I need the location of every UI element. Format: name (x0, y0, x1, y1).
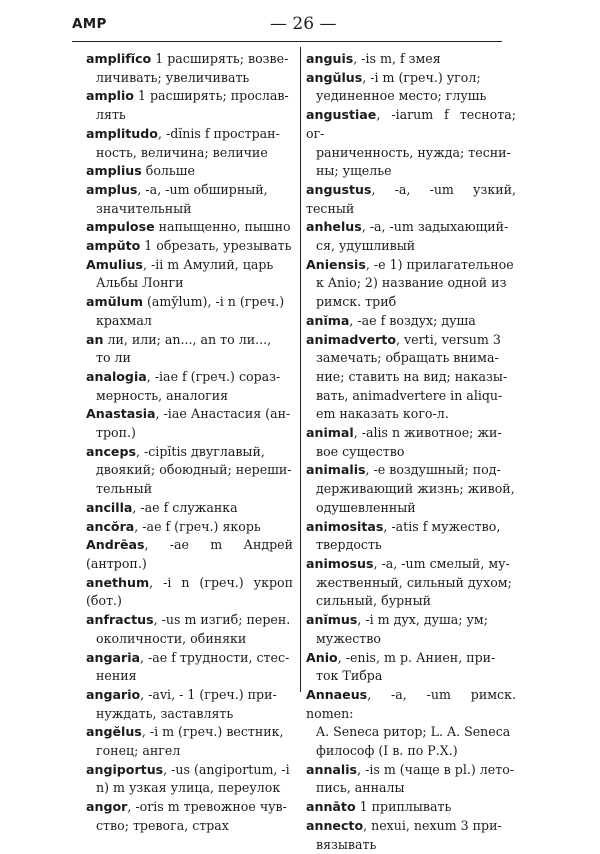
headword: Aniensis (306, 256, 366, 272)
dictionary-entry (306, 461, 516, 517)
dictionary-entry (86, 611, 293, 648)
entry-definition: 1 расширять; прослав- (133, 88, 289, 104)
dictionary-entry (86, 798, 293, 835)
dictionary-entry (306, 817, 516, 854)
entry-continuation-line: n) m узкая улица, переулок (96, 780, 281, 796)
dictionary-entry (86, 536, 298, 573)
dictionary-entry (86, 499, 293, 518)
entry-definition: , -i n (греч.) укроп (бот.) (86, 574, 298, 609)
dictionary-entry (86, 87, 293, 124)
entry-definition: , -a, -um задыхающий- (361, 219, 509, 235)
entry-continuation-line: тельный (96, 481, 153, 497)
entry-continuation-line: ние; ставить на вид; наказы- (316, 368, 508, 384)
entry-continuation-line: околичности, обиняки (96, 630, 247, 646)
headword: anhelus (306, 219, 362, 235)
dictionary-entry (86, 518, 293, 537)
entry-definition: , -ae f служанка (132, 499, 238, 515)
dictionary-entry (306, 69, 516, 106)
entry-definition: , -is m (чаще в pl.) лето- (357, 761, 515, 777)
entry-continuation-line: значительный (96, 200, 192, 216)
dictionary-entry (306, 518, 516, 555)
dictionary-entry (306, 611, 516, 648)
headword: angŭlus (306, 69, 363, 85)
dictionary-entry (306, 686, 521, 761)
entry-definition: , -e воздушный; под- (365, 462, 501, 478)
entry-continuation-line: гонец; ангел (96, 743, 181, 759)
entry-definition: , -cipĭtis двуглавый, (135, 443, 265, 459)
dictionary-entry (306, 312, 516, 331)
entry-definition: , -enis, m р. Аниен, при- (337, 649, 496, 665)
entry-definition: (amy̆lum), -i n (греч.) (143, 294, 285, 310)
headword: Anio (306, 649, 338, 665)
headword: analogia (86, 368, 147, 384)
headword: amŭlum (86, 294, 143, 310)
entry-continuation-line: ны; ущелье (316, 163, 392, 179)
entry-definition: , -ae f (греч.) якорь (134, 518, 261, 534)
dictionary-entry (86, 405, 293, 442)
headword: animositas (306, 518, 384, 534)
headword: anĭma (306, 312, 350, 328)
headword: Anastasia (86, 406, 156, 422)
entry-continuation-line: ность, величина; величие (96, 144, 268, 160)
dictionary-entry (86, 723, 293, 760)
headword: amplius (86, 163, 142, 179)
dictionary-entry (86, 443, 293, 499)
dictionary-entry (86, 218, 293, 237)
headword: Amulius (86, 256, 143, 272)
dictionary-entry (306, 761, 516, 798)
entry-definition: , -ae f трудности, стес- (140, 649, 290, 665)
headword: anĭmus (306, 612, 358, 628)
entry-definition: 1 обрезать, урезывать (140, 238, 292, 254)
headword: ampulose (86, 219, 155, 235)
left-column (86, 50, 298, 836)
entry-continuation-line: троп.) (96, 425, 136, 441)
entry-definition: , -ae m Андрей (антроп.) (86, 537, 298, 571)
dictionary-entry (306, 256, 516, 312)
entry-continuation-line: вязывать (316, 836, 377, 852)
entry-definition: , -us (angiportum, -i (163, 761, 290, 777)
entry-continuation-line: ток Тибра (316, 668, 383, 684)
headword: Andrēas (86, 537, 145, 553)
entry-definition: , -avi, - 1 (греч.) при- (140, 686, 277, 702)
headword: animalis (306, 462, 366, 478)
headword: ancilla (86, 499, 133, 515)
entry-continuation-line: ство; тревога, страх (96, 817, 229, 833)
dictionary-entry (86, 50, 293, 87)
entry-definition: , -ae f воздух; душа (349, 312, 476, 328)
entry-continuation-line: нения (96, 668, 137, 684)
entry-definition: , -alis n животное; жи- (353, 425, 502, 441)
dictionary-entry (86, 574, 298, 611)
dictionary-entry (306, 106, 521, 181)
entry-continuation-line: личивать; увеличивать (96, 69, 250, 85)
entry-definition: , -a, -um узкий, тесный (306, 181, 521, 216)
page-number: — 26 — (270, 14, 337, 34)
entry-continuation-line: одушевленный (316, 499, 416, 515)
entry-continuation-line: Альбы Лонги (96, 275, 184, 291)
headword: annalis (306, 761, 358, 777)
headword: animadverto (306, 331, 397, 347)
headword: an (86, 331, 104, 347)
entry-definition: 1 приплывать (355, 799, 452, 815)
entry-definition: , -a, -um римск. nomen: (306, 686, 521, 721)
headword: angor (86, 799, 128, 815)
headword: annecto (306, 817, 364, 833)
headword: angustus (306, 181, 372, 197)
dictionary-entry (306, 50, 516, 69)
dictionary-entry (306, 649, 516, 686)
entry-continuation-line: жественный, сильный духом; (316, 574, 512, 590)
dictionary-entry (86, 125, 293, 162)
dictionary-entry (86, 181, 293, 218)
dictionary-entry (306, 181, 521, 218)
entry-continuation-line: замечать; обращать внима- (316, 350, 499, 366)
entry-continuation-line: уединенное место; глушь (316, 88, 487, 104)
headword: angustiae (306, 107, 377, 123)
headword: anceps (86, 443, 136, 459)
entry-definition: , -i m (греч.) угол; (362, 69, 481, 85)
entry-definition: больше (141, 163, 195, 179)
entry-definition: , -ii m Амулий, царь (142, 256, 274, 272)
dictionary-entry (86, 237, 293, 256)
entry-definition: , -i m дух, душа; ум; (357, 612, 488, 628)
entry-continuation-line: мерность, аналогия (96, 387, 229, 403)
dictionary-entry (306, 555, 516, 611)
dictionary-entry (86, 293, 293, 330)
entry-continuation-line: то ли (96, 350, 131, 366)
header-rule (72, 41, 502, 42)
dictionary-entry (86, 162, 293, 181)
entry-continuation-line: ся, удушливый (316, 238, 416, 254)
headword: angario (86, 686, 141, 702)
entry-definition: , -iae f (греч.) сораз- (146, 368, 281, 384)
entry-continuation-line: лять (96, 107, 126, 123)
headword: anguis (306, 51, 354, 66)
entry-continuation-line: философ (I в. по Р.Х.) (316, 743, 458, 759)
entry-definition: , -oris m тревожное чув- (127, 799, 287, 815)
headword: animal (306, 425, 354, 441)
entry-definition: ли, или; an..., an то ли..., (103, 331, 272, 347)
dictionary-entry (86, 368, 293, 405)
headword: amplitudo (86, 125, 158, 141)
headword: amplus (86, 181, 138, 197)
entry-continuation-line: сильный, бурный (316, 593, 431, 609)
entry-definition: , nexui, nexum 3 при- (363, 817, 502, 833)
running-head-guide-word: AMP (72, 16, 107, 32)
entry-definition: 1 расширять; возве- (151, 51, 289, 66)
entry-continuation-line: нуждать, заставлять (96, 705, 234, 721)
entry-continuation-line: вать, animadvertere in aliqu- (316, 387, 503, 403)
entry-continuation-line: em наказать кого-л. (316, 406, 449, 422)
dictionary-entry (306, 798, 516, 817)
entry-definition: , -iae Анастасия (ан- (155, 406, 291, 422)
entry-definition: напыщенно, пышно (154, 219, 291, 235)
entry-definition: , -iarum f теснота; ог- (306, 107, 521, 141)
entry-definition: , -a, -um обширный, (137, 181, 268, 197)
headword: angĕlus (86, 724, 142, 740)
headword: Annaeus (306, 686, 368, 702)
entry-continuation-line: двоякий; обоюдный; нереши- (96, 462, 292, 478)
entry-continuation-line: крахмал (96, 312, 152, 328)
headword: amplifĭco (86, 51, 152, 66)
entry-continuation-line: римск. триб (316, 294, 397, 310)
headword: angiportus (86, 761, 164, 777)
dictionary-entry (306, 331, 516, 425)
dictionary-entry (86, 331, 293, 368)
column-divider (300, 47, 301, 692)
dictionary-entry (86, 761, 293, 798)
entry-definition: , verti, versum 3 (396, 331, 501, 347)
entry-continuation-line: вое существо (316, 443, 405, 459)
entry-definition: , -e 1) прилагательное (365, 256, 514, 272)
entry-definition: , -atis f мужество, (383, 518, 501, 534)
entry-definition: , -i m (греч.) вестник, (141, 724, 284, 740)
headword: angaria (86, 649, 141, 665)
dictionary-entry (86, 649, 293, 686)
headword: ancŏra (86, 518, 135, 534)
dictionary-entry (86, 686, 293, 723)
entry-definition: , -us m изгиб; перен. (153, 612, 291, 628)
headword: annāto (306, 799, 356, 815)
entry-continuation-line: к Anio; 2) название одной из (316, 275, 507, 291)
entry-continuation-line: твердость (316, 537, 382, 553)
entry-continuation-line: A. Seneca ритор; L. A. Seneca (316, 724, 511, 740)
dictionary-entry (306, 424, 516, 461)
entry-continuation-line: мужество (316, 630, 381, 646)
entry-definition: , -a, -um смелый, му- (373, 555, 510, 571)
right-column (306, 50, 521, 854)
entry-continuation-line: раниченность, нужда; тесни- (316, 144, 511, 160)
headword: ampŭto (86, 238, 141, 254)
entry-definition: , -dĭnis f простран- (157, 125, 280, 141)
entry-continuation-line: пись, анналы (316, 780, 405, 796)
dictionary-entry (306, 218, 516, 255)
dictionary-entry (86, 256, 293, 293)
entry-continuation-line: держивающий жизнь; живой, (316, 481, 515, 497)
headword: animosus (306, 555, 374, 571)
headword: amplio (86, 88, 134, 104)
entry-definition: , -is m, f змея (353, 51, 441, 66)
headword: anethum (86, 574, 150, 590)
headword: anfractus (86, 612, 154, 628)
